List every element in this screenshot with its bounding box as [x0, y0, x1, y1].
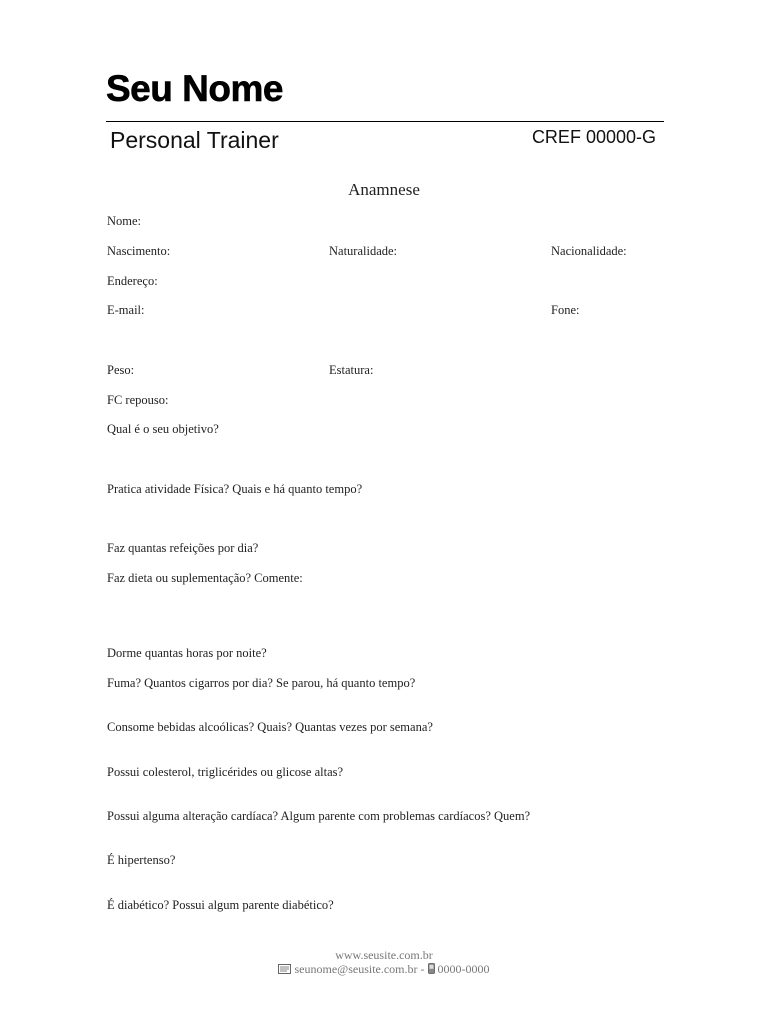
mobile-phone-icon: [428, 963, 435, 978]
field-nacionalidade: Nacionalidade:: [551, 244, 627, 258]
trainer-name: Seu Nome: [106, 68, 283, 109]
trainer-role: Personal Trainer: [110, 127, 279, 153]
question-sono: Dorme quantas horas por noite?: [107, 646, 267, 660]
field-naturalidade: Naturalidade:: [329, 244, 398, 258]
footer-contact: [0, 962, 768, 978]
field-endereco: Endereço:: [107, 274, 158, 288]
field-peso: Peso:: [107, 363, 135, 377]
footer-phone: 0000-0000: [437, 962, 490, 976]
question-cardiaca: Possui alguma alteração cardíaca? Algum parente com problemas cardíacos? Quem?: [107, 809, 531, 823]
question-fumo: Fuma? Quantos cigarros por dia? Se parou, há quanto tempo?: [107, 676, 416, 690]
header-divider: [106, 121, 664, 122]
envelope-icon: [278, 963, 291, 978]
footer-email: seunome@seusite.com.br -: [294, 962, 425, 976]
question-bebidas: Consome bebidas alcoólicas? Quais? Quantas vezes por semana?: [107, 720, 433, 734]
question-dieta: Faz dieta ou suplementação? Comente:: [107, 571, 303, 585]
field-fc-repouso: FC repouso:: [107, 393, 169, 407]
footer-website: www.seusite.com.br: [335, 948, 433, 962]
question-hipertenso: É hipertenso?: [107, 853, 176, 867]
question-diabetico: É diabético? Possui algum parente diabético?: [107, 898, 334, 912]
question-atividade-fisica: Pratica atividade Física? Quais e há quanto tempo?: [107, 482, 363, 496]
field-fone: Fone:: [551, 303, 580, 317]
question-refeicoes: Faz quantas refeições por dia?: [107, 541, 259, 555]
question-colesterol: Possui colesterol, triglicérides ou glicose altas?: [107, 765, 344, 779]
field-nome: Nome:: [107, 214, 142, 228]
question-objetivo: Qual é o seu objetivo?: [107, 422, 219, 436]
field-nascimento: Nascimento:: [107, 244, 171, 258]
field-email: E-mail:: [107, 303, 145, 317]
field-estatura: Estatura:: [329, 363, 374, 377]
form-title: Anamnese: [348, 180, 420, 199]
cref-number: CREF 00000-G: [531, 127, 656, 147]
